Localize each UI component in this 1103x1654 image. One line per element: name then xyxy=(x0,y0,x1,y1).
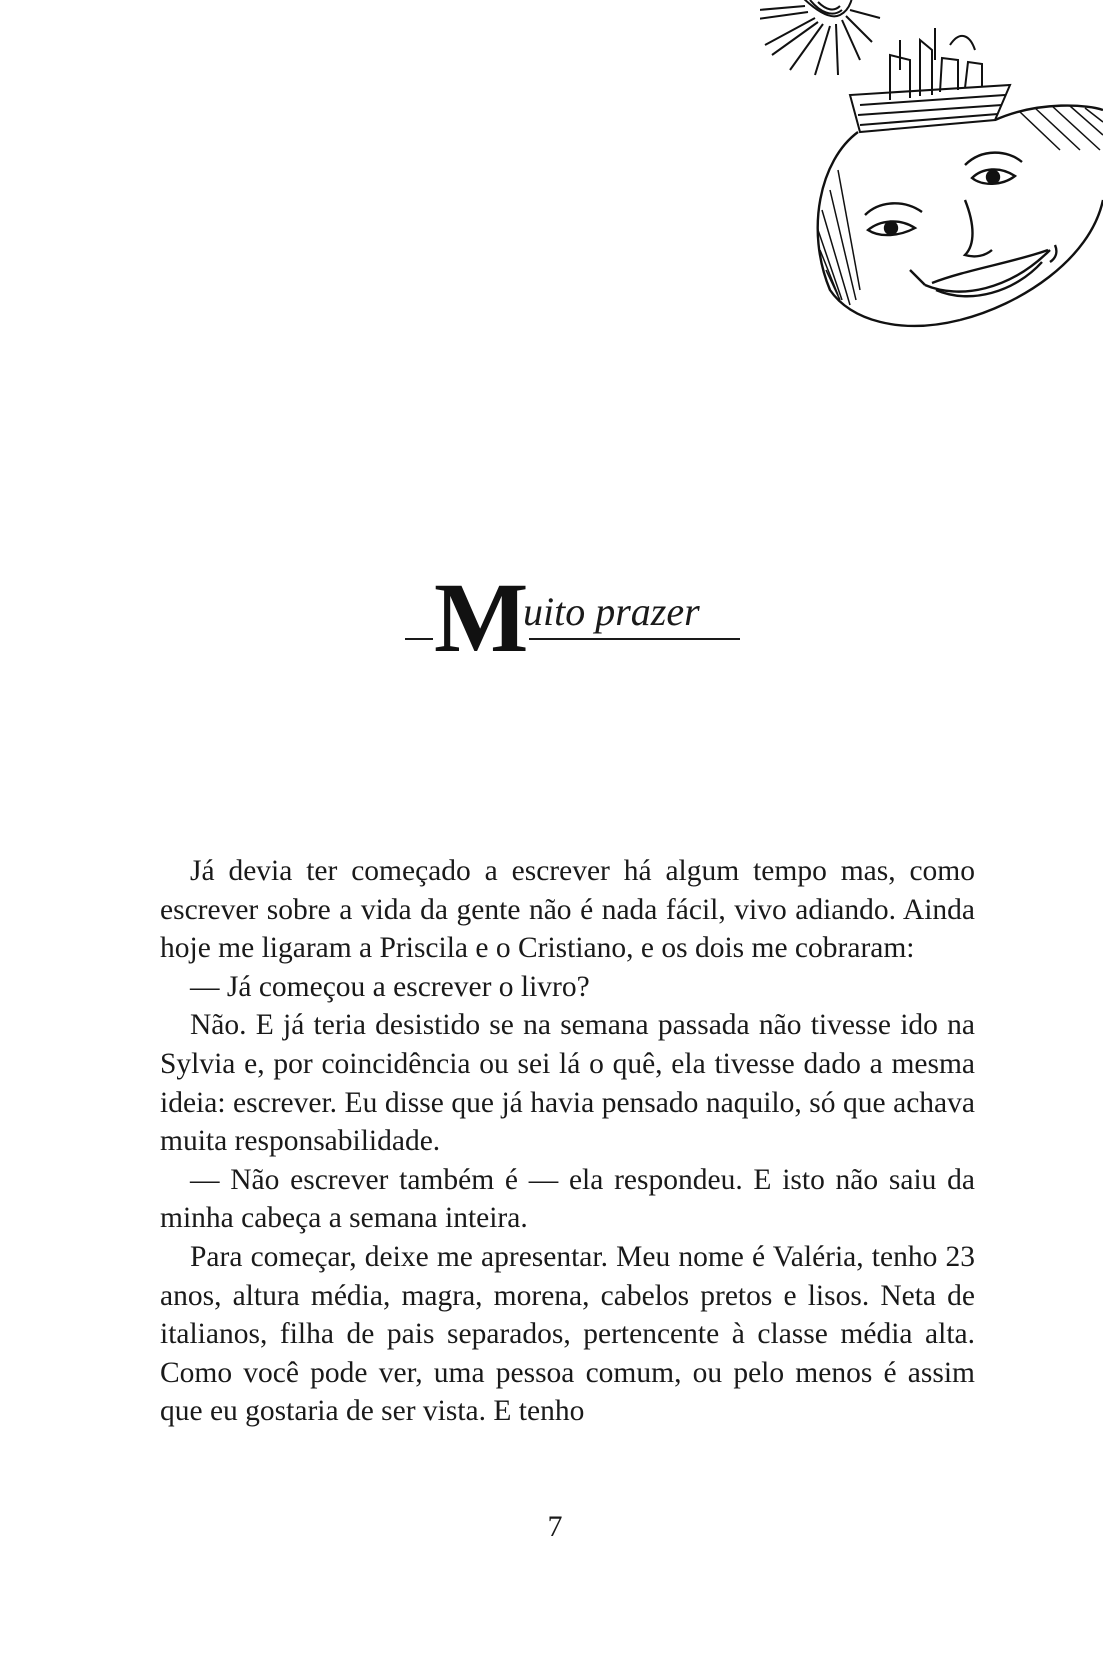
sun-face-with-boat-hat-illustration xyxy=(760,0,1103,380)
paragraph: Não. E já teria desistido se na semana passada não tivesse ido na Sylvia e, por coincidência ou sei lá o quê, ela tivesse dado a mesma ideia: escrever. Eu disse que já havia pensado naquilo, só que achava muita responsabilidade. xyxy=(160,1009,975,1158)
chapter-heading xyxy=(405,560,745,673)
paragraph: Já devia ter começado a escrever há algum tempo mas, como escrever sobre a vida da gente não é nada fácil, vivo adiando. Ainda hoje me ligaram a Priscila e o Cristiano, e os dois me cobraram: xyxy=(160,855,975,965)
paragraph: — Já começou a escrever o livro? xyxy=(190,970,590,1003)
sun-icon xyxy=(760,0,880,75)
chapter-title: uito prazer xyxy=(523,589,700,634)
paragraph: — Não escrever também é — ela respondeu. E isto não saiu da minha cabeça a semana inteira. xyxy=(160,1163,975,1235)
paragraph: Para começar, deixe me apresentar. Meu nome é Valéria, tenho 23 anos, altura média, magra, morena, cabelos pretos e lisos. Neta de italianos, filha de pais separados, pertencente à classe média alta. Como você pode ver, uma pessoa comum, ou pelo menos é assim que eu gostaria de ser vista. E tenho xyxy=(160,1240,975,1428)
body-text xyxy=(160,852,975,1431)
chapter-dropcap: M xyxy=(434,562,529,673)
page-number: 7 xyxy=(547,1510,563,1543)
